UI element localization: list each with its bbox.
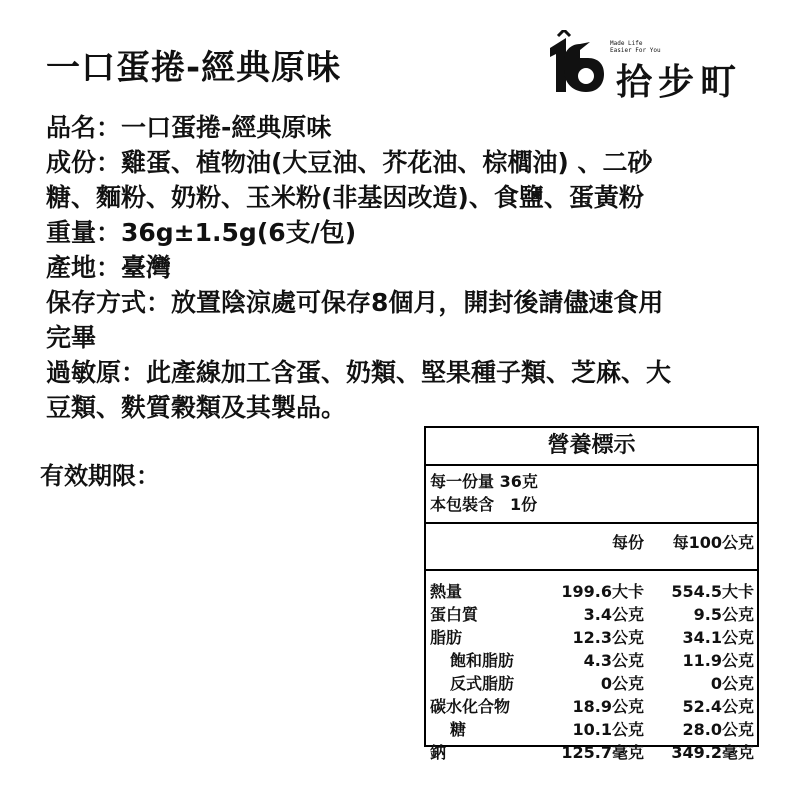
- product-title: 一口蛋捲-經典原味: [46, 48, 342, 88]
- nutrient-name: 飽和脂肪: [450, 651, 515, 670]
- servings-per-pack: 本包裝含 1份: [430, 495, 538, 514]
- serving-size: 每一份量 36克: [430, 472, 538, 491]
- nutrient-per-serving: 0公克: [600, 674, 644, 693]
- nutrient-per-serving: 125.7毫克: [561, 743, 644, 762]
- nutrient-per-serving: 199.6大卡: [561, 582, 644, 601]
- col-per-serving: 每份: [611, 533, 644, 552]
- nutrient-name: 糖: [450, 720, 467, 739]
- info-line-ingredients-cont: 糖、麵粉、奶粉、玉米粉(非基因改造)、食鹽、蛋黃粉: [46, 183, 644, 212]
- serving-info: [426, 466, 757, 524]
- nutrient-per-100g: 28.0公克: [682, 720, 754, 739]
- nutrient-name: 碳水化合物: [430, 697, 511, 716]
- nutrient-row-sugar: [426, 718, 757, 741]
- col-per-100g: 每100公克: [672, 533, 754, 552]
- info-line-allergen-cont: 豆類、麩質穀類及其製品。: [46, 393, 347, 422]
- nutrient-per-100g: 349.2毫克: [671, 743, 754, 762]
- brand-tagline-line-1: Made Life: [610, 40, 643, 47]
- brand-tagline-line-2: Easier For You: [610, 47, 661, 54]
- nutrient-name: 熱量: [430, 582, 463, 601]
- nutrient-per-serving: 18.9公克: [572, 697, 644, 716]
- expiry-label: 有效期限：: [40, 462, 160, 490]
- nutrition-rows: [426, 571, 757, 764]
- nutrient-row-fat: [426, 626, 757, 649]
- nutrient-per-100g: 34.1公克: [682, 628, 754, 647]
- nutrient-per-serving: 4.3公克: [583, 651, 644, 670]
- nutrient-per-100g: 52.4公克: [682, 697, 754, 716]
- nutrient-row-protein: [426, 603, 757, 626]
- nutrient-row-trans-fat: [426, 672, 757, 695]
- nutrient-row-carbohydrate: [426, 695, 757, 718]
- nutrient-row-sodium: [426, 741, 757, 764]
- info-line-allergen: 過敏原：此產線加工含蛋、奶類、堅果種子類、芝麻、大: [46, 358, 672, 387]
- brand-name: 拾步町: [616, 61, 743, 103]
- nutrition-title: 營養標示: [426, 428, 757, 466]
- nutrient-name: 蛋白質: [430, 605, 479, 624]
- nutrient-row-energy: [426, 580, 757, 603]
- product-info: [46, 110, 766, 425]
- nutrient-per-100g: 9.5公克: [693, 605, 754, 624]
- info-line-storage: 保存方式：放置陰涼處可保存8個月，開封後請儘速食用: [46, 288, 664, 317]
- brand-tagline: [610, 40, 661, 54]
- nutrient-per-100g: 11.9公克: [682, 651, 754, 670]
- nutrient-per-serving: 12.3公克: [572, 628, 644, 647]
- nutrient-per-100g: 0公克: [710, 674, 754, 693]
- nutrition-table: [424, 426, 759, 762]
- nutrient-per-serving: 3.4公克: [583, 605, 644, 624]
- info-line-name: 品名：一口蛋捲-經典原味: [46, 113, 332, 142]
- nutrition-header-row: [426, 524, 757, 571]
- nutrient-name: 反式脂肪: [450, 674, 515, 693]
- nutrient-row-saturated-fat: [426, 649, 757, 672]
- nutrient-per-serving: 10.1公克: [572, 720, 644, 739]
- nutrient-name: 鈉: [430, 743, 447, 762]
- nutrient-name: 脂肪: [430, 628, 463, 647]
- info-line-storage-cont: 完畢: [46, 323, 97, 352]
- info-line-weight: 重量：36g±1.5g(6支/包): [46, 218, 357, 247]
- brand-logo: [540, 30, 760, 103]
- info-line-origin: 產地：臺灣: [46, 253, 172, 282]
- info-line-ingredients: 成份：雞蛋、植物油(大豆油、芥花油、棕櫚油) 、二砂: [46, 148, 653, 177]
- nutrient-per-100g: 554.5大卡: [671, 582, 754, 601]
- brand-mark-icon: [540, 30, 610, 100]
